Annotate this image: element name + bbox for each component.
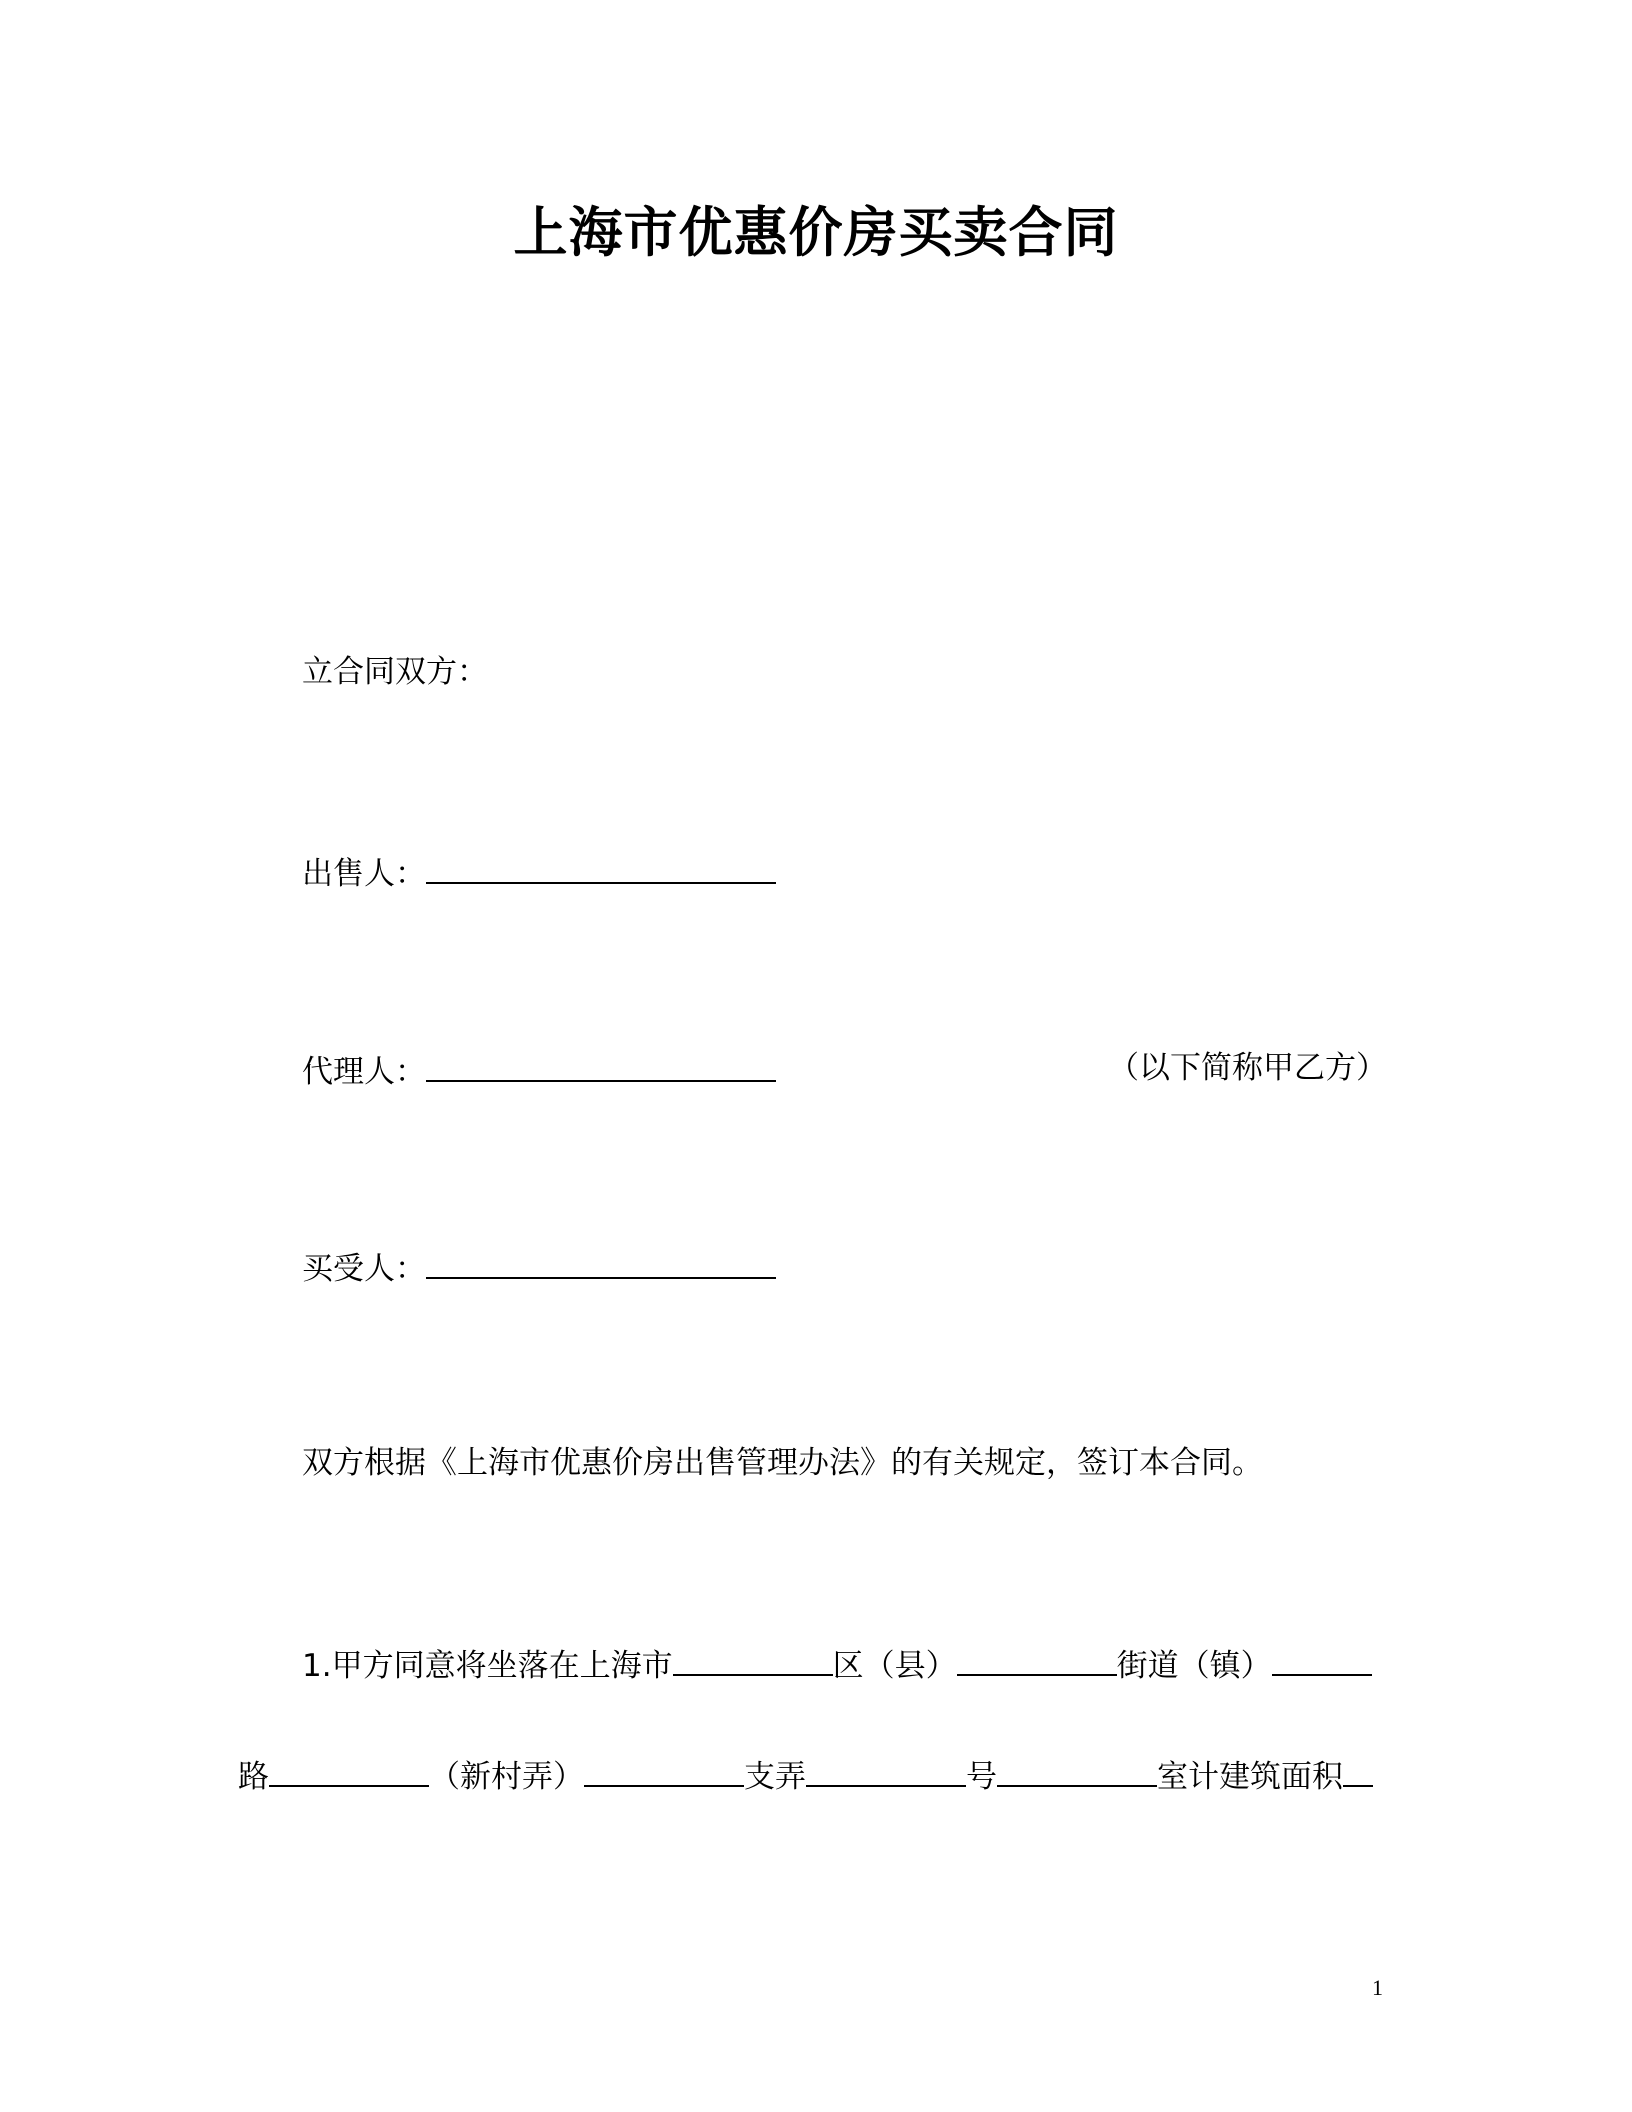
agent-line [302,1046,776,1094]
clause1-cont-text-1: 路 [238,1759,269,1795]
basis-statement: 双方根据《上海市优惠价房出售管理办法》的有关规定，签订本合同。 [302,1445,1263,1481]
clause1-continuation-line [238,1751,1373,1799]
page-number: 1 [1372,1975,1383,2000]
clause1-cont-text-3: 支弄 [744,1759,806,1795]
clause1-text-3: 街道（镇） [1116,1648,1272,1684]
number-blank [997,1751,1157,1787]
buyer-line [302,1243,776,1291]
sublane-blank [806,1751,966,1787]
area-blank [1343,1751,1373,1787]
clause1-line [302,1640,1372,1688]
seller-label: 出售人： [302,856,426,892]
buyer-blank [426,1243,776,1279]
agent-blank [426,1046,776,1082]
clause1-cont-text-5: 室计建筑面积 [1157,1759,1343,1795]
seller-line [302,848,776,896]
parties-heading: 立合同双方： [302,654,488,690]
agent-label: 代理人： [302,1054,426,1090]
clause1-text-1: 1.甲方同意将坐落在上海市 [302,1648,673,1684]
district-blank [673,1640,833,1676]
road-name-blank [269,1751,429,1787]
clause1-text-2: 区（县） [832,1648,957,1684]
seller-blank [426,848,776,884]
abbreviation-note: （以下简称甲乙方） [1108,1050,1387,1086]
buyer-label: 买受人： [302,1251,426,1287]
street-blank [957,1640,1117,1676]
clause1-cont-text-2: （新村弄） [429,1759,584,1795]
road-blank [1272,1640,1372,1676]
lane-blank [584,1751,744,1787]
document-title: 上海市优惠价房买卖合同 [513,201,1119,264]
clause1-cont-text-4: 号 [966,1759,997,1795]
